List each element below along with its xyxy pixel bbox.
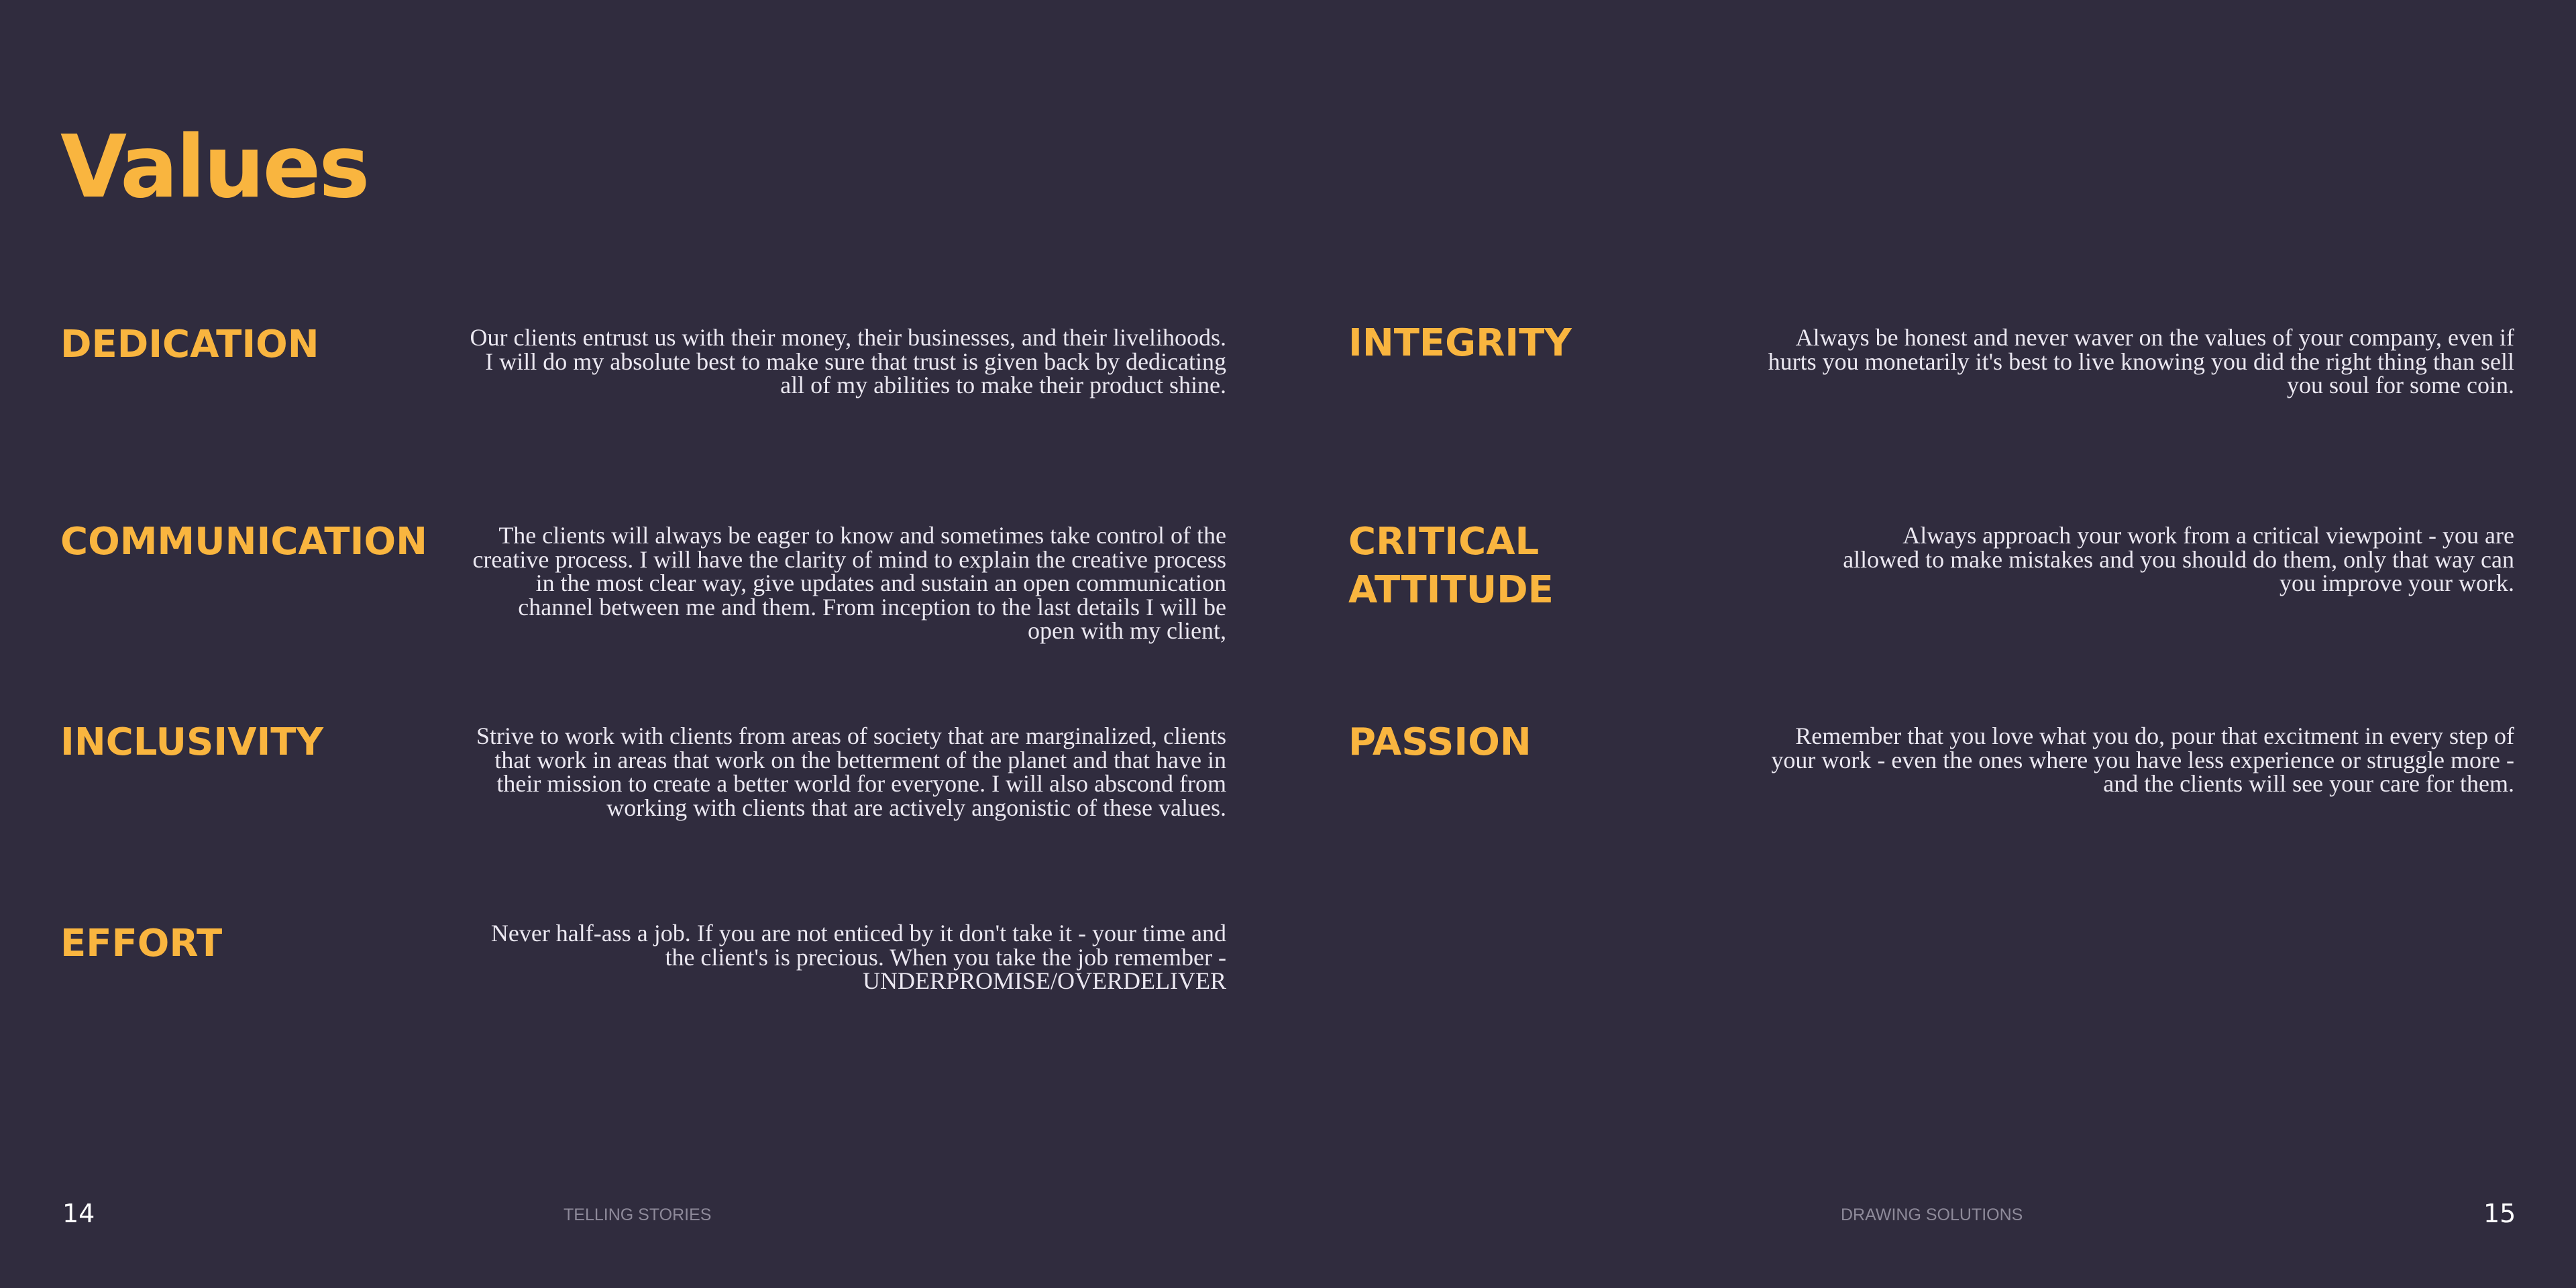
left-page-number: 14	[62, 1199, 95, 1228]
value-heading-integrity: INTEGRITY	[1348, 321, 1572, 365]
left-running-head: TELLING STORIES	[564, 1205, 712, 1224]
value-heading-passion: PASSION	[1348, 720, 1532, 764]
value-heading-communication: COMMUNICATION	[60, 520, 427, 564]
value-heading-dedication: DEDICATION	[60, 323, 319, 366]
right-page-number: 15	[2483, 1199, 2516, 1228]
right-running-head: DRAWING SOLUTIONS	[1841, 1205, 2023, 1224]
value-heading-effort: EFFORT	[60, 922, 223, 965]
value-text-dedication: Our clients entrust us with their money, their businesses, and their livelihoods. I will do my absolute best to make sure that trust is given back by dedicating all of my abilities to make their product shine.	[470, 324, 1226, 398]
value-heading-critical-attitude: CRITICAL ATTITUDE	[1348, 520, 1554, 612]
value-text-communication: The clients will always be eager to know and sometimes take control of the creative process. I will have the clarity of mind to explain the creative process in the most clear way, give updates and sustain an open communication channel between me and them. From inception to the last details I will be open with my client,	[472, 522, 1226, 644]
value-text-integrity: Always be honest and never waver on the values of your company, even if hurts you monetarily it's best to live knowing you did the right thing than sell you soul for some coin.	[1768, 324, 2514, 398]
page-title: Values	[60, 117, 368, 217]
value-text-passion: Remember that you love what you do, pour that excitment in every step of your work - even the ones where you have less experience or struggle more - and the clients will see your care for them.	[1771, 722, 2514, 797]
value-text-inclusivity: Strive to work with clients from areas of society that are marginalized, clients that work in areas that work on the betterment of the planet and that have in their mission to create a better world for everyone. I will also abscond from working with clients that are actively angonistic of these values.	[476, 722, 1226, 821]
value-text-effort: Never half-ass a job. If you are not enticed by it don't take it - your time and the client's is precious. When you take the job remember - UNDERPROMISE/OVERDELIVER	[490, 920, 1226, 994]
value-text-critical-attitude: Always approach your work from a critical viewpoint - you are allowed to make mistakes and you should do them, only that way can you improve your work.	[1843, 522, 2514, 596]
value-heading-inclusivity: INCLUSIVITY	[60, 720, 324, 764]
